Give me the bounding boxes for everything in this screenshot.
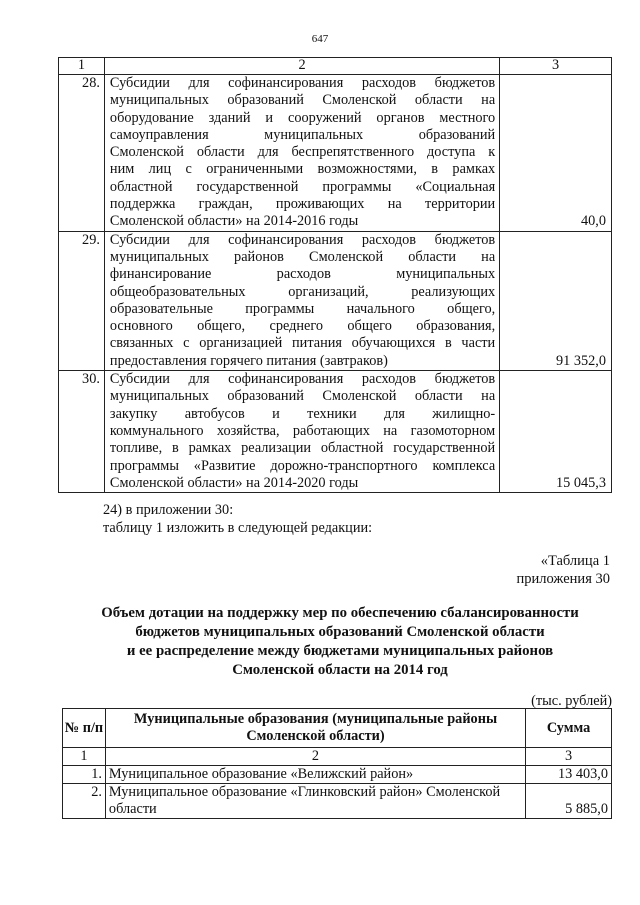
row-sum: 91 352,0: [500, 231, 612, 370]
description-line: муниципальных образований Смоленской области на: [109, 388, 496, 405]
subsidy-distribution-table: [62, 708, 612, 819]
column-numbering-row: [63, 748, 612, 766]
header-number: № п/п: [63, 709, 106, 748]
row-municipality: Муниципальное образование «Велижский район»: [105, 766, 525, 784]
description-line: предоставления горячего питания (завтраков): [109, 352, 388, 369]
title-line: бюджетов муниципальных образований Смоленской области: [135, 624, 545, 640]
amendment-paragraph: 24) в приложении 30:: [103, 502, 234, 518]
description-line: самоуправления муниципальных образований: [109, 126, 496, 143]
column-number-3: 3: [526, 748, 612, 766]
title-line: и ее распределение между бюджетами муниципальных районов: [126, 643, 554, 659]
description-line: Смоленской области для беспрепятственного доступа к: [109, 144, 496, 161]
row-number: 1.: [63, 766, 106, 784]
description-line: Смоленской области» на 2014-2020 годы: [109, 474, 359, 491]
table-row: [59, 75, 612, 232]
description-line: оборудование зданий и сооружений органов местного: [109, 109, 496, 126]
table-row: [63, 784, 612, 819]
title-line: Смоленской области на 2014 год: [232, 662, 448, 678]
header-municipality: Муниципальные образования (муниципальные районы Смоленской области): [105, 709, 525, 748]
description-line: образовательные программы начального общего,: [109, 300, 496, 317]
description-line: топливе, в рамках реализации областной государственной: [109, 440, 496, 457]
column-number-1: 1: [63, 748, 106, 766]
description-line: программы «Развитие дорожно-транспортного комплекса: [109, 457, 496, 474]
description-line: Субсидии для софинансирования расходов бюджетов: [109, 75, 496, 91]
description-line: Смоленской области» на 2014-2016 годы: [109, 213, 359, 230]
description-line: поддержка граждан, проживающих на территории: [109, 196, 496, 213]
description-line: закупку автобусов и техники для жилищно-: [109, 405, 496, 422]
row-description: [104, 231, 499, 370]
row-number: 28.: [59, 75, 105, 232]
column-number-1: 1: [59, 58, 105, 75]
table-reference-line2: приложения 30: [516, 571, 610, 587]
page-number: 647: [311, 33, 329, 45]
row-sum: 13 403,0: [526, 766, 612, 784]
description-line: Субсидии для софинансирования расходов бюджетов: [109, 231, 496, 248]
description-line: ним лиц с ограниченными возможностями, в рамках: [109, 161, 496, 178]
row-description: [104, 371, 499, 493]
header-sum: Сумма: [526, 709, 612, 748]
table-header-row: [63, 709, 612, 748]
document-title: [60, 604, 620, 680]
description-line: коммунального хозяйства, работающих на газомоторном: [109, 422, 496, 439]
description-line: областной государственной программы «Социальная: [109, 178, 496, 195]
row-sum: 15 045,3: [500, 371, 612, 493]
table-row: [63, 766, 612, 784]
title-line: Объем дотации на поддержку мер по обеспечению сбалансированности: [101, 605, 579, 621]
description-line: связанных с организацией питания обучающихся в части: [109, 335, 496, 352]
subsidies-table: [58, 57, 612, 493]
description-line: общеобразовательных организаций, реализующих: [109, 283, 496, 300]
amendment-instruction: таблицу 1 изложить в следующей редакции:: [103, 520, 373, 536]
column-number-2: 2: [105, 748, 525, 766]
row-municipality: Муниципальное образование «Глинковский район» Смоленской области: [105, 784, 525, 819]
table-row: [59, 371, 612, 493]
units-label: (тыс. рублей): [531, 693, 612, 709]
description-line: основного общего, среднего общего образования,: [109, 318, 496, 335]
table-row: [59, 231, 612, 370]
description-line: Субсидии для софинансирования расходов бюджетов: [109, 371, 496, 388]
row-sum: 5 885,0: [526, 784, 612, 819]
description-line: муниципальных районов Смоленской области на: [109, 248, 496, 265]
column-number-3: 3: [500, 58, 612, 75]
description-line: муниципальных образований Смоленской области на: [109, 92, 496, 109]
row-description: [104, 75, 499, 232]
table-reference-line1: «Таблица 1: [540, 553, 610, 569]
description-line: финансирование расходов муниципальных: [109, 266, 496, 283]
table-header-row: [59, 58, 612, 75]
row-number: 30.: [59, 371, 105, 493]
row-number: 2.: [63, 784, 106, 819]
row-sum: 40,0: [500, 75, 612, 232]
column-number-2: 2: [104, 58, 499, 75]
row-number: 29.: [59, 231, 105, 370]
